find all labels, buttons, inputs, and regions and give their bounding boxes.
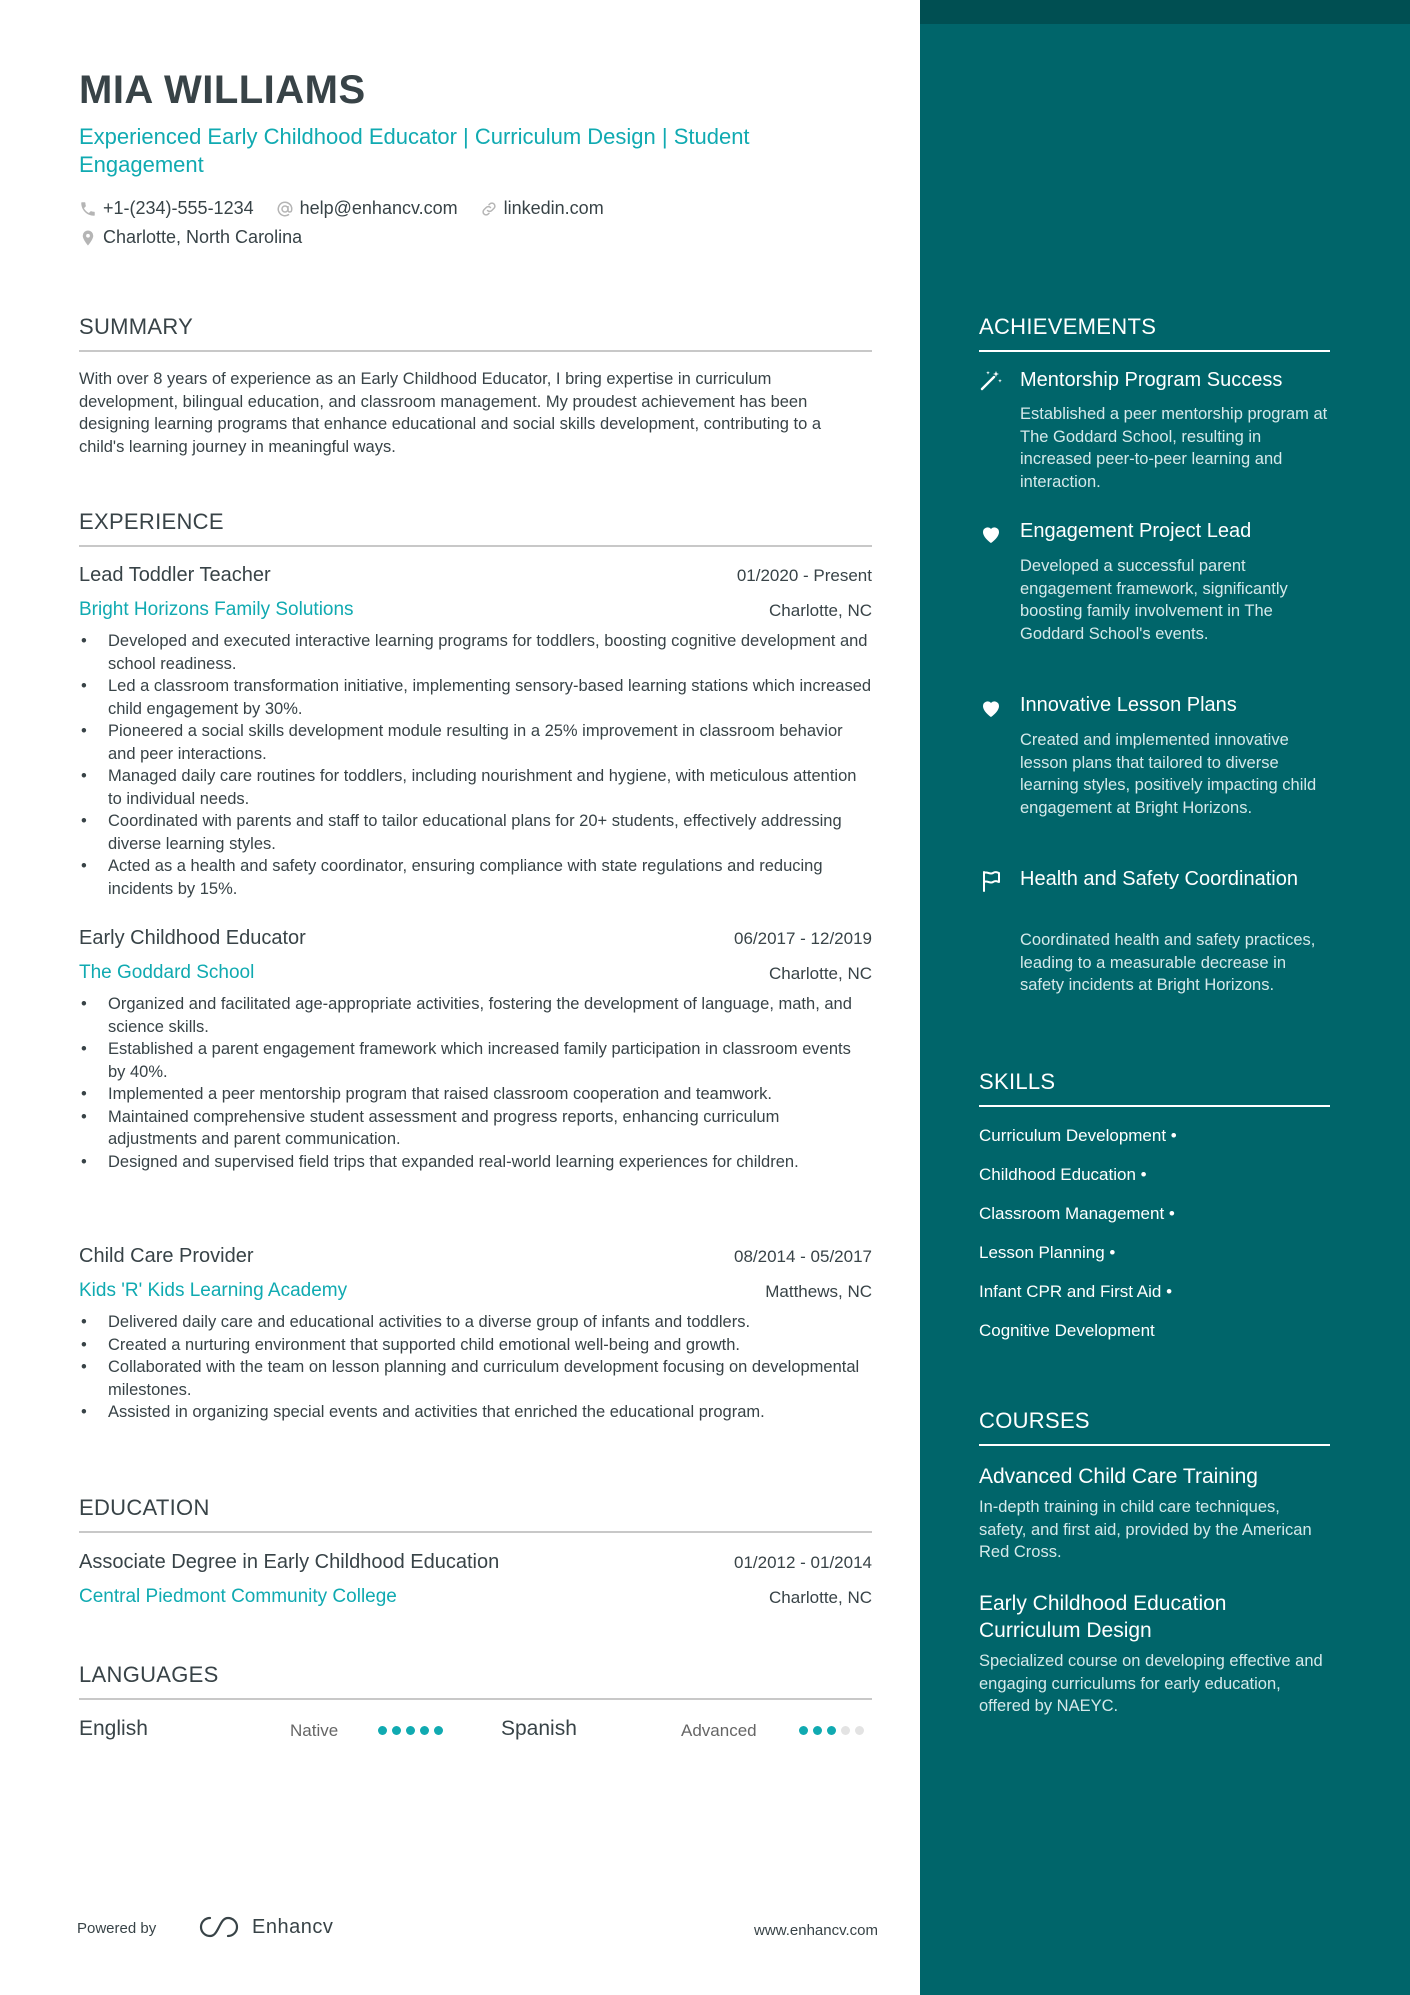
achievements-heading: ACHIEVEMENTS <box>979 314 1330 352</box>
company-name: The Goddard School <box>79 962 255 983</box>
language-level: Native <box>290 1721 339 1740</box>
education-dates: 01/2012 - 01/2014 <box>733 1553 872 1572</box>
bullet-item: • Acted as a health and safety coordinator, ensuring compliance with state regulations and reducing incidents by 15%. <box>79 855 872 900</box>
footer-url[interactable]: www.enhancv.com <box>754 1922 878 1939</box>
job-bullets <box>79 630 872 900</box>
contact-row <box>79 198 626 219</box>
bullet-item: • Implemented a peer mentorship program that raised classroom cooperation and teamwork. <box>79 1083 872 1106</box>
job-location: Matthews, NC <box>765 1282 872 1301</box>
bullet-item: • Delivered daily care and educational activities to a diverse group of infants and toddlers. <box>79 1311 872 1334</box>
job-location: Charlotte, NC <box>769 601 872 620</box>
rating-dot-filled <box>813 1726 822 1735</box>
course-title: Advanced Child Care Training <box>979 1465 1258 1488</box>
language-rating <box>378 1726 443 1735</box>
summary-text: With over 8 years of experience as an Early Childhood Educator, I bring expertise in curriculum development, bilingual education, and classroom management. My proudest achievement has been designing learning programs that enhance educational and social skills development, contributing to a child's learning journey in meaningful ways. <box>79 370 822 456</box>
heart-icon <box>979 522 1003 546</box>
language-name: English <box>79 1717 148 1740</box>
skill-item: Cognitive Development <box>979 1321 1155 1340</box>
rating-dot-filled <box>827 1726 836 1735</box>
candidate-name: MIA WILLIAMS <box>79 68 366 112</box>
powered-by-label: Powered by <box>77 1920 157 1937</box>
location-row <box>79 227 324 248</box>
skill-item: Infant CPR and First Aid • <box>979 1282 1173 1301</box>
courses-heading: COURSES <box>979 1408 1330 1446</box>
enhancv-brand-text: Enhancv <box>252 1915 334 1938</box>
rating-dot-filled <box>406 1726 415 1735</box>
job-title: Child Care Provider <box>79 1245 254 1267</box>
bullet-item: • Collaborated with the team on lesson planning and curriculum development focusing on developmental milestones. <box>79 1356 872 1401</box>
rating-dot-filled <box>392 1726 401 1735</box>
course-description: Specialized course on developing effective and engaging curriculums for early education, offered by NAEYC. <box>979 1652 1323 1715</box>
course-title: Early Childhood Education Curriculum Design <box>979 1592 1227 1642</box>
location-pin-icon <box>79 229 97 247</box>
skills-heading: SKILLS <box>979 1069 1330 1107</box>
enhancv-logo[interactable] <box>196 1914 333 1940</box>
enhancv-logo-icon <box>196 1914 242 1940</box>
job-dates: 08/2014 - 05/2017 <box>733 1247 872 1266</box>
school-name: Central Piedmont Community College <box>79 1586 397 1607</box>
bullet-item: • Managed daily care routines for toddlers, including nourishment and hygiene, with meticulous attention to individual needs. <box>79 765 872 810</box>
sidebar <box>920 0 1410 1995</box>
bullet-item: • Coordinated with parents and staff to tailor educational plans for 20+ students, effectively addressing diverse learning styles. <box>79 810 872 855</box>
job-dates: 06/2017 - 12/2019 <box>733 929 872 948</box>
location-text: Charlotte, North Carolina <box>103 227 303 247</box>
at-icon <box>276 200 294 218</box>
achievement-description: Coordinated health and safety practices, leading to a measurable decrease in safety incidents at Bright Horizons. <box>1020 931 1316 994</box>
company-name: Kids 'R' Kids Learning Academy <box>79 1280 348 1301</box>
rating-dot-filled <box>799 1726 808 1735</box>
bullet-item: • Created a nurturing environment that supported child emotional well-being and growth. <box>79 1334 872 1357</box>
rating-dot-filled <box>420 1726 429 1735</box>
magic-wand-icon <box>979 369 1003 393</box>
course-description: In-depth training in child care techniques, safety, and first aid, provided by the American Red Cross. <box>979 1498 1312 1561</box>
email-link[interactable]: help@enhancv.com <box>299 198 458 218</box>
skill-item: Curriculum Development • <box>979 1126 1177 1145</box>
job-dates: 01/2020 - Present <box>736 566 872 585</box>
headline: Experienced Early Childhood Educator | Curriculum Design | Student Engagement <box>79 124 750 177</box>
education-heading: EDUCATION <box>79 1495 872 1533</box>
achievement-title: Innovative Lesson Plans <box>1020 694 1237 716</box>
experience-heading: EXPERIENCE <box>79 509 872 547</box>
language-name: Spanish <box>501 1717 577 1740</box>
rating-dot-filled <box>378 1726 387 1735</box>
job-bullets <box>79 993 872 1173</box>
education-location: Charlotte, NC <box>769 1588 872 1607</box>
rating-dot-filled <box>434 1726 443 1735</box>
skill-item: Childhood Education • <box>979 1165 1147 1184</box>
bullet-item: • Assisted in organizing special events and activities that enriched the educational program. <box>79 1401 872 1424</box>
achievement-description: Developed a successful parent engagement framework, significantly boosting family involvement in The Goddard School's events. <box>1020 557 1288 643</box>
bullet-item: • Pioneered a social skills development module resulting in a 25% improvement in classroom behavior and peer interactions. <box>79 720 872 765</box>
language-rating <box>799 1726 864 1735</box>
company-name: Bright Horizons Family Solutions <box>79 599 354 620</box>
achievement-title: Health and Safety Coordination <box>1020 868 1298 890</box>
languages-heading: LANGUAGES <box>79 1662 872 1700</box>
skill-item: Classroom Management • <box>979 1204 1175 1223</box>
job-title: Early Childhood Educator <box>79 927 306 949</box>
job-title: Lead Toddler Teacher <box>79 564 271 586</box>
achievement-title: Engagement Project Lead <box>1020 520 1252 542</box>
achievement-description: Established a peer mentorship program at The Goddard School, resulting in increased peer-to-peer learning and interaction. <box>1020 405 1328 491</box>
bullet-item: • Organized and facilitated age-appropriate activities, fostering the development of language, math, and science skills. <box>79 993 872 1038</box>
rating-dot-empty <box>841 1726 850 1735</box>
phone-icon <box>79 200 97 218</box>
bullet-item: • Established a parent engagement framework which increased family participation in classroom events by 40%. <box>79 1038 872 1083</box>
flag-icon <box>979 869 1003 893</box>
bullet-item: • Designed and supervised field trips that expanded real-world learning experiences for children. <box>79 1151 872 1174</box>
phone-text: +1-(234)-555-1234 <box>103 198 254 218</box>
job-bullets <box>79 1311 872 1424</box>
heart-icon <box>979 696 1003 720</box>
summary-heading: SUMMARY <box>79 314 872 352</box>
bullet-item: • Led a classroom transformation initiative, implementing sensory-based learning stations which increased child engagement by 30%. <box>79 675 872 720</box>
bullet-item: • Maintained comprehensive student assessment and progress reports, enhancing curriculum adjustments and parent communication. <box>79 1106 872 1151</box>
link-icon <box>480 200 498 218</box>
bullet-item: • Developed and executed interactive learning programs for toddlers, boosting cognitive development and school readiness. <box>79 630 872 675</box>
rating-dot-empty <box>855 1726 864 1735</box>
skill-item: Lesson Planning • <box>979 1243 1116 1262</box>
sidebar-top-bar <box>920 0 1410 24</box>
job-location: Charlotte, NC <box>769 964 872 983</box>
achievement-title: Mentorship Program Success <box>1020 369 1283 391</box>
language-level: Advanced <box>681 1721 757 1740</box>
degree-title: Associate Degree in Early Childhood Education <box>79 1551 500 1573</box>
achievement-description: Created and implemented innovative lesson plans that tailored to diverse learning styles, positively impacting child engagement at Bright Horizons. <box>1020 731 1317 817</box>
linkedin-link[interactable]: linkedin.com <box>503 198 604 218</box>
